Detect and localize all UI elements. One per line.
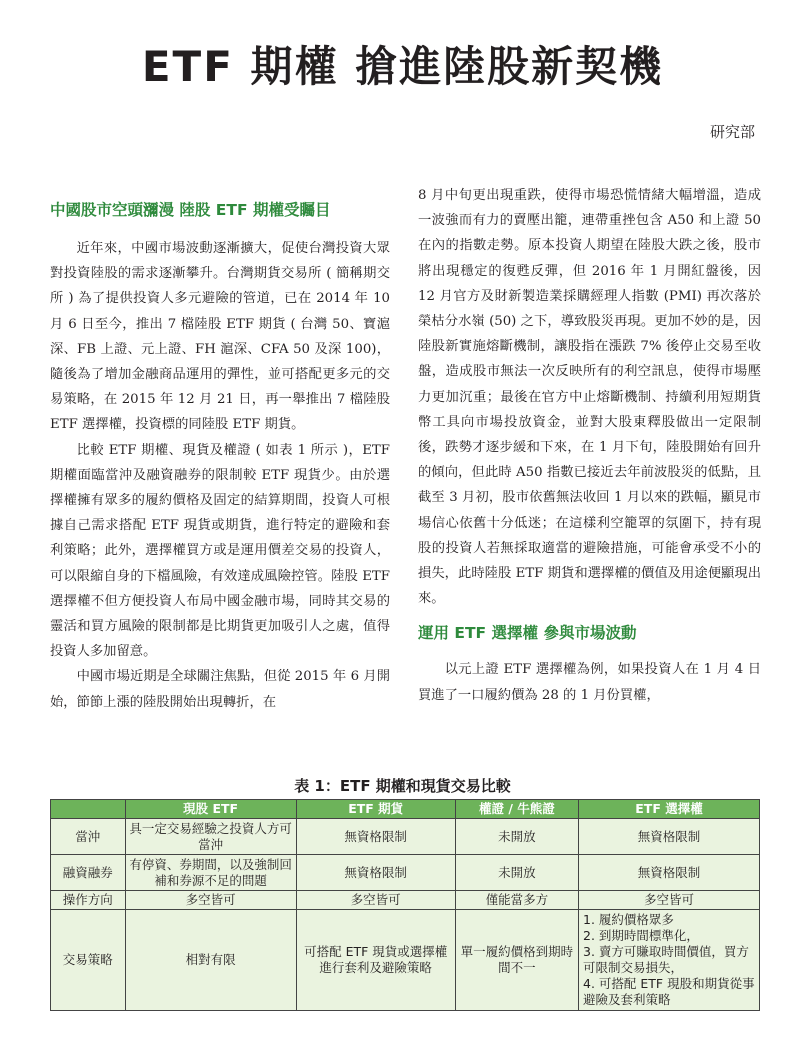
table-cell: 僅能當多方: [455, 891, 578, 910]
list-item: 3. 賣方可賺取時間價值，買方可限制交易損失，: [583, 944, 749, 975]
table-cell: 具一定交易經驗之投資人方可當沖: [125, 819, 296, 855]
table-cell: 多空皆可: [579, 891, 760, 910]
paragraph-continuation: 8 月中旬更出現重跌，使得市場恐慌情緒大幅增溫，造成一波強而有力的賣壓出籠，連帶重挫包含 A50 和上證 50 在內的指數走勢。原本投資人期望在陸股大跌之後，股市將出現穩定的復甦反彈，但 2016 年 1 月開紅盤後，因 12 月官方及財新製造業採購經理人指數 (PMI) 再次落於榮枯分水嶺 (50) 之下，導致股災再現。更加不妙的是，因陸股新實施熔斷機制，讓股指在漲跌 7% 後停止交易至收盤，造成股市無法一次反映所有的利空訊息，使得市場壓力更加沉重；最後在官方中止熔斷機制、持續利用短期貨幣工具向市場投放資金，並對大股東釋股做出一定限制後，跌勢才逐步緩和下來，在 1 月下旬，陸股開始有回升的傾向，但此時 A50 指數已接近去年前波股災的低點，且截至 3 月初，股市依舊無法收回 1 月以來的跌幅，顯見市場信心依舊十分低迷；在這樣利空籠罩的氛圍下，持有現股的投資人若無採取適當的避險措施，可能會承受不小的損失，此時陸股 ETF 期貨和選擇權的價值及用途便顯現出來。: [418, 188, 761, 607]
row-label: 當沖: [51, 819, 126, 855]
comparison-table: [50, 799, 760, 1011]
page-title: ETF 期權 搶進陸股新契機: [141, 42, 664, 91]
list-item: 4. 可搭配 ETF 現股和期貨從事避險及套利策略: [583, 976, 755, 1007]
table-cell: 未開放: [455, 819, 578, 855]
table-header-cell: [51, 800, 126, 819]
table-cell: 無資格限制: [296, 819, 455, 855]
section-heading: 中國股市空頭瀰漫 陸股 ETF 期權受矚目: [50, 201, 331, 219]
table-cell: 未開放: [455, 855, 578, 891]
row-label: 操作方向: [51, 891, 126, 910]
table-cell-list: [579, 910, 760, 1011]
table-cell: 無資格限制: [296, 855, 455, 891]
table-cell: 有停資、券期間，以及強制回補和券源不足的問題: [125, 855, 296, 891]
row-label: 交易策略: [51, 910, 126, 1011]
paragraph: 中國市場近期是全球關注焦點，但從 2015 年 6 月開始，節節上漲的陸股開始出現轉折，在: [50, 669, 390, 710]
table-header-cell: 權證 / 牛熊證: [455, 800, 578, 819]
table-title: 表 1：ETF 期權和現貨交易比較: [294, 777, 511, 795]
table-cell: 可搭配 ETF 現貨或選擇權進行套利及避險策略: [296, 910, 455, 1011]
table-row: [51, 819, 760, 855]
table-cell: 多空皆可: [296, 891, 455, 910]
department-label: 研究部: [709, 123, 755, 141]
table-row: [51, 910, 760, 1011]
table-row: [51, 891, 760, 910]
list-item: 1. 履約價格眾多: [583, 912, 674, 927]
paragraph: 以元上證 ETF 選擇權為例，如果投資人在 1 月 4 日買進了一口履約價為 28 的 1 月份買權，: [418, 662, 761, 703]
list-item: 2. 到期時間標準化，: [583, 928, 699, 943]
table-cell: 無資格限制: [579, 819, 760, 855]
table-cell: 多空皆可: [125, 891, 296, 910]
table-header-cell: ETF 選擇權: [579, 800, 760, 819]
table-row: [51, 855, 760, 891]
paragraph: 比較 ETF 期權、現貨及權證 ( 如表 1 所示 )，ETF 期權面臨當沖及融資融券的限制較 ETF 現貨少。由於選擇權擁有眾多的履約價格及固定的結算期間，投資人可根據自己需求搭配 ETF 現貨或期貨，進行特定的避險和套利策略；此外，選擇權買方或是運用價差交易的投資人，可以限縮自身的下檔風險，有效達成風險控管。陸股 ETF 選擇權不但方便投資人布局中國金融市場，同時其交易的靈活和買方風險的限制都是比期貨更加吸引人之處，值得投資人多加留意。: [50, 442, 390, 660]
section-heading: 運用 ETF 選擇權 參與市場波動: [418, 624, 637, 643]
column-right: [418, 183, 761, 708]
table-header-row: [51, 800, 760, 819]
column-left: [50, 196, 390, 715]
table-cell: 相對有限: [125, 910, 296, 1011]
paragraph: 近年來，中國市場波動逐漸擴大，促使台灣投資大眾對投資陸股的需求逐漸攀升。台灣期貨交易所 ( 簡稱期交所 ) 為了提供投資人多元避險的管道，已在 2014 年 10 月 6 日至今，推出 7 檔陸股 ETF 期貨 ( 台灣 50、寶滬深、FB 上證、元上證、FH 滬深、CFA 50 及深 100)，隨後為了增加金融商品運用的彈性，並可搭配更多元的交易策略，在 2015 年 12 月 21 日，再一舉推出 7 檔陸股 ETF 選擇權，投資標的同陸股 ETF 期貨。: [50, 241, 390, 433]
table-header-cell: 現股 ETF: [125, 800, 296, 819]
table-cell: 無資格限制: [579, 855, 760, 891]
row-label: 融資融券: [51, 855, 126, 891]
table-cell: 單一履約價格到期時間不一: [455, 910, 578, 1011]
table-header-cell: ETF 期貨: [296, 800, 455, 819]
